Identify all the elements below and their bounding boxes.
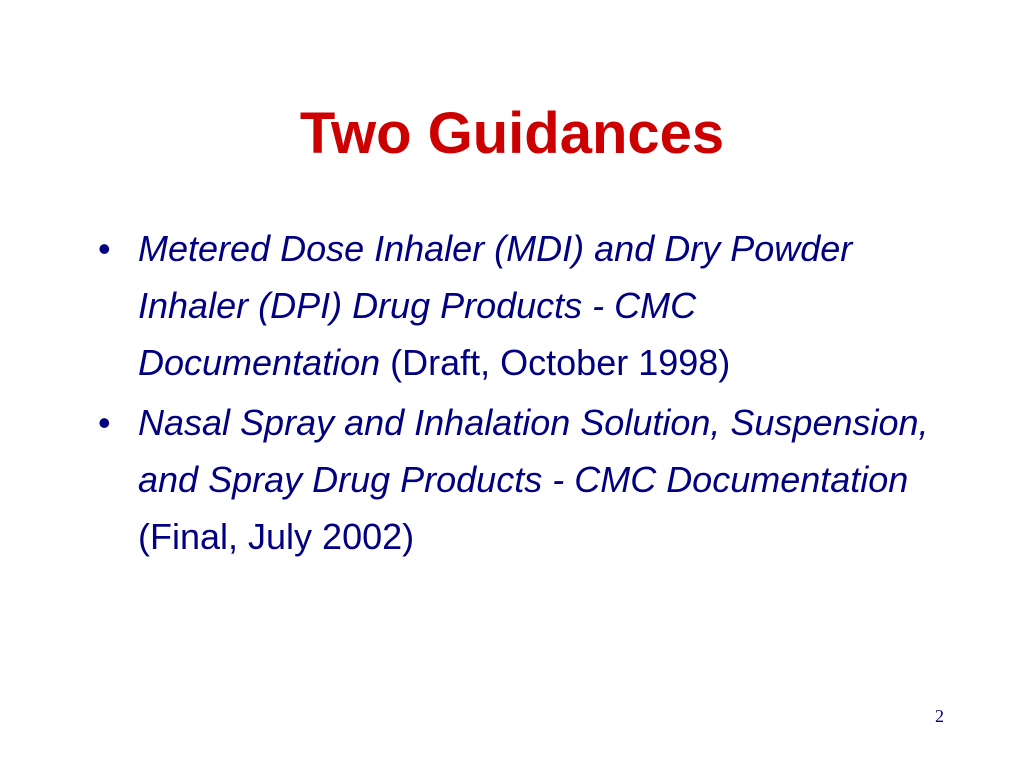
guidance-status-mdi-dpi: (Draft, October 1998) bbox=[380, 342, 731, 383]
bullet-icon: • bbox=[98, 402, 111, 443]
slide-title: Two Guidances bbox=[299, 101, 725, 166]
bullet-list bbox=[98, 220, 948, 568]
bullet-item-nasal-spray bbox=[98, 394, 948, 565]
bullet-item-mdi-dpi bbox=[98, 220, 948, 391]
bullet-icon: • bbox=[98, 228, 111, 269]
guidance-title-nasal-spray: Nasal Spray and Inhalation Solution, Suspension, and Spray Drug Products - CMC Documentation bbox=[138, 402, 929, 500]
guidance-status-nasal-spray: (Final, July 2002) bbox=[138, 516, 415, 557]
guidance-title-mdi-dpi: Metered Dose Inhaler (MDI) and Dry Powder Inhaler (DPI) Drug Products - CMC Documentation bbox=[138, 228, 853, 383]
page-number: 2 bbox=[935, 706, 944, 726]
